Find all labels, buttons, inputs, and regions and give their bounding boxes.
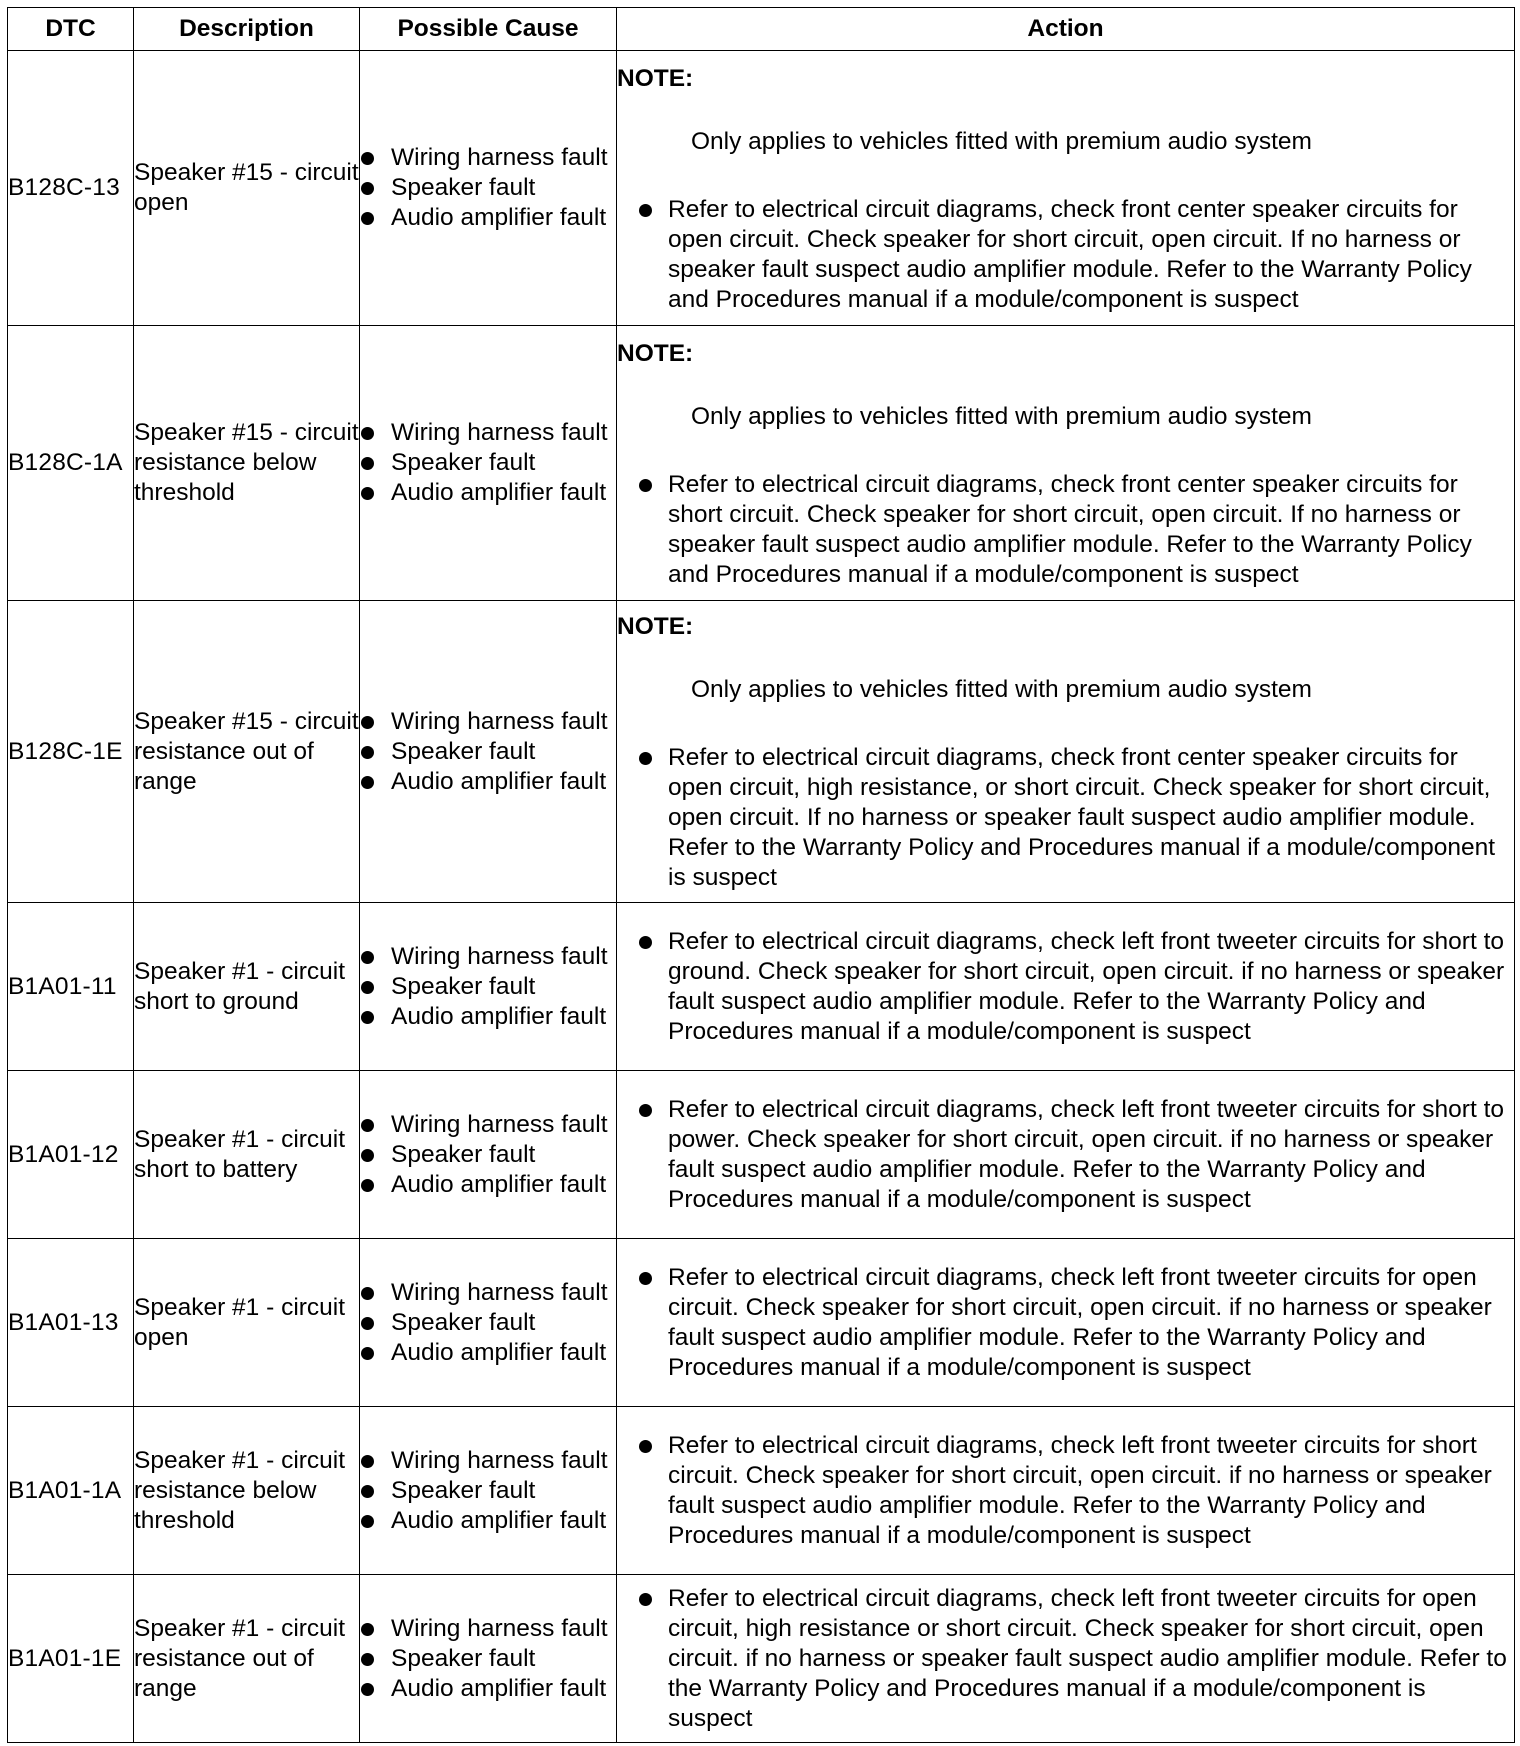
note-label: NOTE: [617, 339, 694, 367]
note-text: Only applies to vehicles fitted with premium audio system [691, 127, 1312, 155]
possible-cause-item: Wiring harness fault [360, 418, 616, 448]
table-row [8, 51, 1515, 326]
table-row [8, 1239, 1515, 1407]
possible-cause-item: Wiring harness fault [360, 1614, 616, 1644]
note-text: Only applies to vehicles fitted with premium audio system [691, 676, 1312, 703]
action-item: Refer to electrical circuit diagrams, check left front tweeter circuits for short to ground. Check speaker for short circuit, open circuit. if no harness or speaker fault suspect audio amplifier module. Refer to the Warranty Policy and Procedures manual if a module/component is suspect [617, 927, 1514, 1047]
possible-cause-item: Audio amplifier fault [360, 1338, 616, 1368]
possible-cause-item: Speaker fault [360, 1476, 616, 1506]
action-item: Refer to electrical circuit diagrams, check front center speaker circuits for open circuit. Check speaker for short circuit, open circuit. If no harness or speaker fault suspect audio amplifier module. Refer to the Warranty Policy and Procedures manual if a module/component is suspect [617, 195, 1514, 315]
dtc-description: Speaker #1 - circuit open [134, 1239, 360, 1407]
note-text: Only applies to vehicles fitted with premium audio system [691, 402, 1312, 430]
action-cell [617, 1575, 1515, 1743]
table-row [8, 1071, 1515, 1239]
possible-cause-list [360, 418, 616, 508]
action-list [617, 743, 1514, 893]
action-item: Refer to electrical circuit diagrams, check left front tweeter circuits for short circuit. Check speaker for short circuit, open circuit. if no harness or speaker fault suspect audio amplifier module. Refer to the Warranty Policy and Procedures manual if a module/component is suspect [617, 1431, 1514, 1551]
action-cell [617, 1071, 1515, 1239]
possible-cause-item: Wiring harness fault [360, 1110, 616, 1140]
possible-cause-list [360, 143, 616, 233]
table-row [8, 326, 1515, 601]
dtc-code: B1A01-12 [8, 1071, 134, 1239]
possible-cause-item: Audio amplifier fault [360, 203, 616, 233]
header-dtc: DTC [8, 8, 134, 51]
possible-cause-list [360, 707, 616, 797]
possible-cause-item: Speaker fault [360, 1140, 616, 1170]
action-list [617, 927, 1514, 1047]
dtc-document [7, 7, 1515, 1743]
possible-cause-item: Audio amplifier fault [360, 1170, 616, 1200]
possible-cause-list [360, 1446, 616, 1536]
possible-cause-list [360, 1614, 616, 1704]
action-item: Refer to electrical circuit diagrams, check left front tweeter circuits for short to power. Check speaker for short circuit, open circuit. if no harness or speaker fault suspect audio amplifier module. Refer to the Warranty Policy and Procedures manual if a module/component is suspect [617, 1095, 1514, 1215]
possible-cause-item: Wiring harness fault [360, 707, 616, 737]
possible-cause-item: Audio amplifier fault [360, 1674, 616, 1704]
possible-cause-item: Audio amplifier fault [360, 1002, 616, 1032]
dtc-description: Speaker #15 - circuit open [134, 51, 360, 326]
possible-cause-cell [360, 601, 617, 903]
action-cell [617, 1407, 1515, 1575]
possible-cause-list [360, 1278, 616, 1368]
action-item: Refer to electrical circuit diagrams, check front center speaker circuits for short circuit. Check speaker for short circuit, open circuit. If no harness or speaker fault suspect audio amplifier module. Refer to the Warranty Policy and Procedures manual if a module/component is suspect [617, 470, 1514, 590]
note-label: NOTE: [617, 613, 694, 640]
possible-cause-item: Speaker fault [360, 972, 616, 1002]
header-possible-cause: Possible Cause [360, 8, 617, 51]
dtc-description: Speaker #1 - circuit resistance below threshold [134, 1407, 360, 1575]
dtc-code: B1A01-1E [8, 1575, 134, 1743]
possible-cause-cell [360, 1575, 617, 1743]
possible-cause-list [360, 1110, 616, 1200]
possible-cause-list [360, 942, 616, 1032]
possible-cause-cell [360, 1239, 617, 1407]
action-list [617, 1095, 1514, 1215]
action-cell [617, 51, 1515, 326]
possible-cause-cell [360, 1071, 617, 1239]
dtc-code: B1A01-13 [8, 1239, 134, 1407]
dtc-code: B128C-1A [8, 326, 134, 601]
action-cell [617, 326, 1515, 601]
dtc-description: Speaker #15 - circuit resistance out of range [134, 601, 360, 903]
header-description: Description [134, 8, 360, 51]
possible-cause-cell [360, 1407, 617, 1575]
table-row [8, 903, 1515, 1071]
dtc-code: B1A01-11 [8, 903, 134, 1071]
action-list [617, 1263, 1514, 1383]
possible-cause-item: Speaker fault [360, 173, 616, 203]
possible-cause-cell [360, 51, 617, 326]
dtc-code: B128C-13 [8, 51, 134, 326]
table-row [8, 1575, 1515, 1743]
action-cell [617, 903, 1515, 1071]
action-item: Refer to electrical circuit diagrams, check front center speaker circuits for open circuit, high resistance, or short circuit. Check speaker for short circuit, open circuit. If no harness or speaker fault suspect audio amplifier module. Refer to the Warranty Policy and Procedures manual if a module/component is suspect [617, 743, 1514, 893]
possible-cause-item: Wiring harness fault [360, 942, 616, 972]
table-row [8, 601, 1515, 903]
possible-cause-cell [360, 326, 617, 601]
header-action: Action [617, 8, 1515, 51]
possible-cause-cell [360, 903, 617, 1071]
possible-cause-item: Audio amplifier fault [360, 1506, 616, 1536]
dtc-description: Speaker #1 - circuit short to ground [134, 903, 360, 1071]
possible-cause-item: Wiring harness fault [360, 1278, 616, 1308]
action-item: Refer to electrical circuit diagrams, check left front tweeter circuits for open circuit. Check speaker for short circuit, open circuit. if no harness or speaker fault suspect audio amplifier module. Refer to the Warranty Policy and Procedures manual if a module/component is suspect [617, 1263, 1514, 1383]
dtc-description: Speaker #1 - circuit short to battery [134, 1071, 360, 1239]
action-list [617, 1584, 1514, 1734]
possible-cause-item: Speaker fault [360, 448, 616, 478]
note-label: NOTE: [617, 64, 694, 92]
possible-cause-item: Speaker fault [360, 1308, 616, 1338]
table-row [8, 1407, 1515, 1575]
dtc-code: B128C-1E [8, 601, 134, 903]
dtc-table [7, 7, 1515, 1743]
possible-cause-item: Audio amplifier fault [360, 767, 616, 797]
possible-cause-item: Wiring harness fault [360, 1446, 616, 1476]
action-list [617, 1431, 1514, 1551]
action-cell [617, 1239, 1515, 1407]
dtc-code: B1A01-1A [8, 1407, 134, 1575]
action-cell [617, 601, 1515, 903]
action-list [617, 470, 1514, 590]
possible-cause-item: Speaker fault [360, 1644, 616, 1674]
possible-cause-item: Wiring harness fault [360, 143, 616, 173]
dtc-description: Speaker #1 - circuit resistance out of range [134, 1575, 360, 1743]
header-row [8, 8, 1515, 51]
dtc-description: Speaker #15 - circuit resistance below threshold [134, 326, 360, 601]
action-item: Refer to electrical circuit diagrams, check left front tweeter circuits for open circuit, high resistance or short circuit. Check speaker for short circuit, open circuit. if no harness or speaker fault suspect audio amplifier module. Refer to the Warranty Policy and Procedures manual if a module/component is suspect [617, 1584, 1514, 1734]
action-list [617, 195, 1514, 315]
possible-cause-item: Speaker fault [360, 737, 616, 767]
possible-cause-item: Audio amplifier fault [360, 478, 616, 508]
